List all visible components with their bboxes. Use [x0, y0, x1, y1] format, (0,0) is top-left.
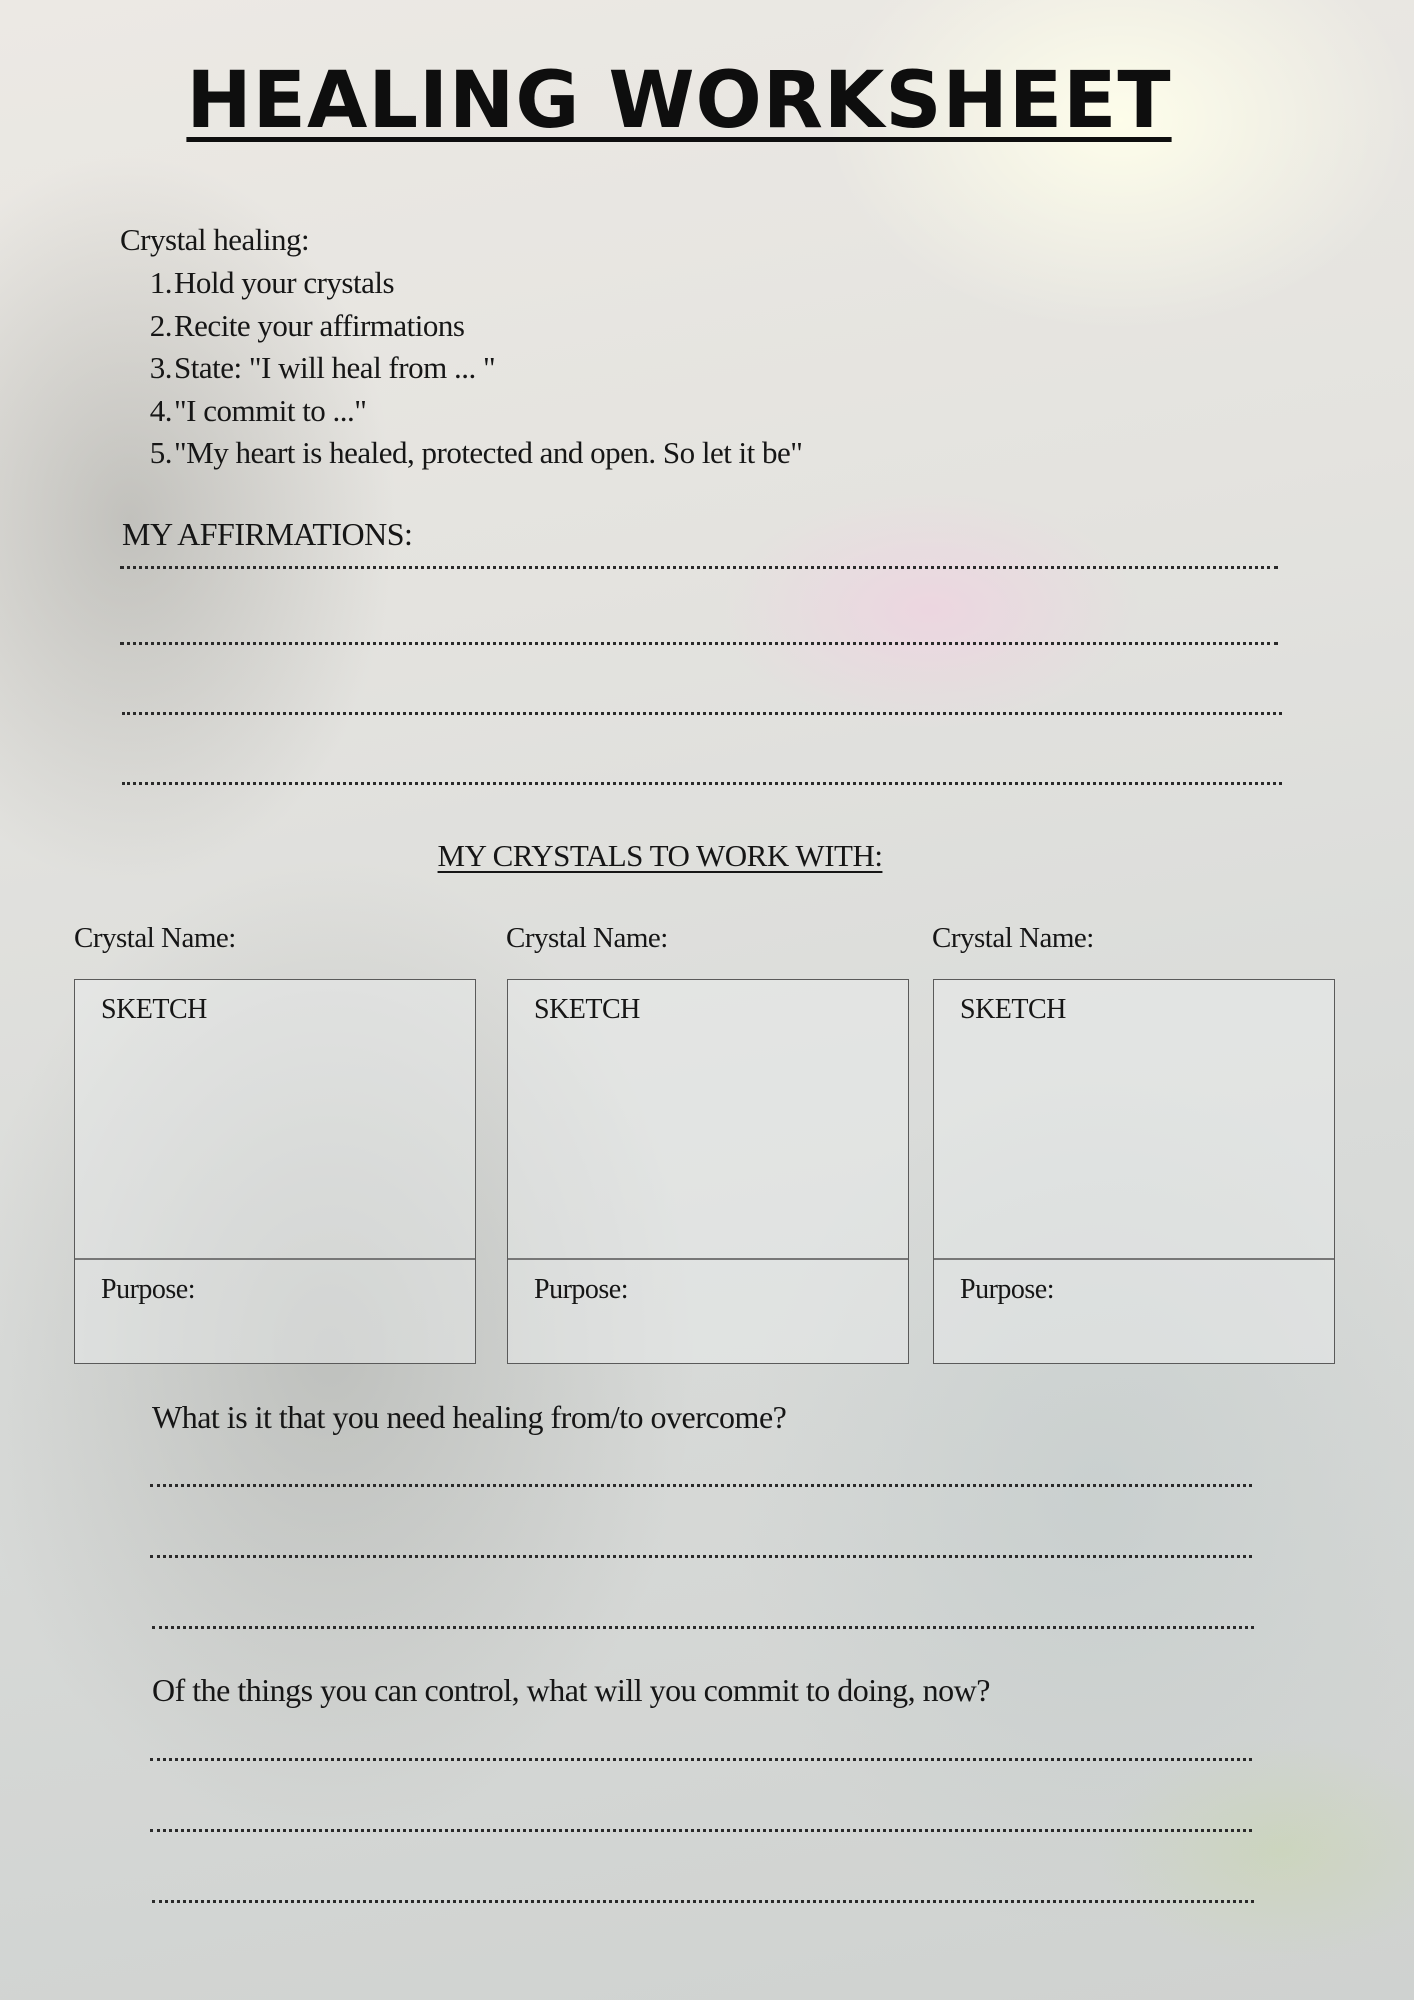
crystal-name-label-1: Crystal Name: — [74, 922, 236, 954]
crystals-heading: MY CRYSTALS TO WORK WITH: — [437, 838, 883, 873]
step-text: State: "I will heal from ... " — [174, 350, 496, 385]
affirmation-line-2[interactable] — [120, 642, 1278, 645]
answer-line-1[interactable] — [150, 1484, 1252, 1487]
purpose-label: Purpose: — [534, 1274, 628, 1305]
step-number: 2. — [149, 307, 172, 343]
step-text: "My heart is healed, protected and open. So let it be" — [174, 435, 803, 470]
sketch-label: SKETCH — [534, 994, 640, 1025]
answer-line-3[interactable] — [152, 1626, 1254, 1629]
answer-line-4[interactable] — [150, 1758, 1252, 1761]
question-healing: What is it that you need healing from/to overcome? — [152, 1399, 787, 1435]
step-number: 1. — [149, 265, 172, 300]
step-item — [148, 390, 802, 433]
step-item — [148, 262, 802, 305]
answer-line-5[interactable] — [150, 1829, 1252, 1832]
crystal-name-label-3: Crystal Name: — [932, 922, 1094, 954]
answer-line-6[interactable] — [152, 1900, 1254, 1903]
crystal-healing-steps — [148, 262, 802, 475]
step-item — [148, 432, 802, 475]
step-number: 3. — [149, 350, 172, 385]
affirmation-line-4[interactable] — [122, 782, 1282, 785]
crystal-healing-heading: Crystal healing: — [120, 222, 310, 257]
sketch-label: SKETCH — [101, 994, 207, 1025]
step-number: 4. — [149, 392, 172, 428]
answer-line-2[interactable] — [150, 1555, 1252, 1558]
question-commit: Of the things you can control, what will you commit to doing, now? — [152, 1672, 990, 1708]
affirmation-line-1[interactable] — [120, 566, 1278, 569]
purpose-label: Purpose: — [960, 1274, 1054, 1305]
affirmations-heading: MY AFFIRMATIONS: — [122, 516, 413, 552]
step-text: Recite your affirmations — [174, 307, 465, 343]
affirmation-line-3[interactable] — [122, 712, 1282, 715]
step-number: 5. — [149, 435, 172, 470]
crystal-card-1 — [74, 979, 476, 1364]
step-item — [148, 347, 802, 390]
sketch-label: SKETCH — [960, 994, 1066, 1025]
crystal-name-label-2: Crystal Name: — [506, 922, 668, 954]
crystal-card-3 — [933, 979, 1335, 1364]
purpose-label: Purpose: — [101, 1274, 195, 1305]
step-item — [148, 305, 802, 348]
step-text: "I commit to ..." — [174, 392, 367, 428]
page-title: HEALING WORKSHEET — [186, 56, 1172, 146]
crystal-card-2 — [507, 979, 909, 1364]
step-text: Hold your crystals — [174, 265, 395, 300]
